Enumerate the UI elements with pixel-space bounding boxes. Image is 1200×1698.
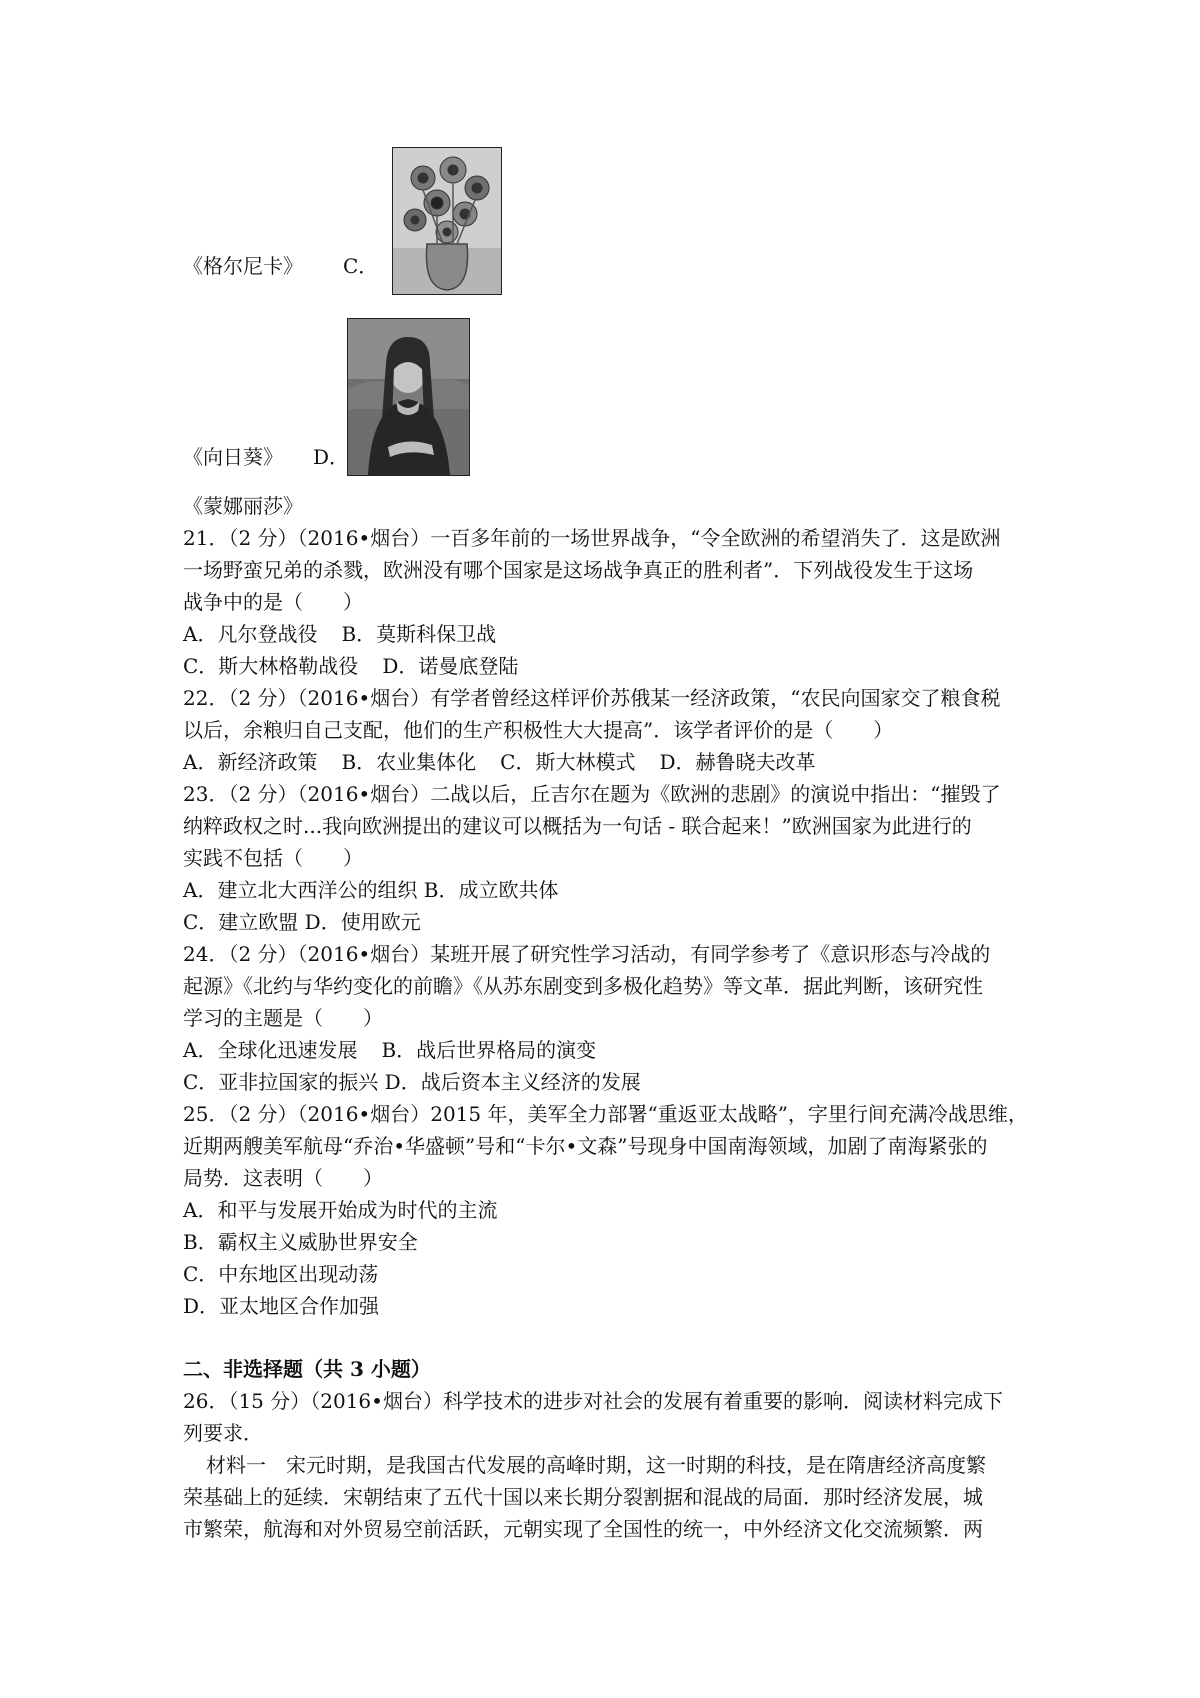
q24-options-ab [183, 1035, 596, 1065]
mona-lisa-painting-image [347, 318, 470, 476]
mona-lisa-illustration [348, 319, 469, 475]
q24-stem-line-3: 学习的主题是（ ） [183, 1006, 383, 1030]
mona-lisa-caption: 《蒙娜丽莎》 [183, 494, 303, 518]
q25-option-d: D．亚太地区合作加强 [183, 1294, 380, 1318]
option-d-label: D． [313, 445, 350, 469]
q21-option-c: C．斯大林格勒战役 [183, 654, 359, 678]
section-2-heading: 二、非选择题（共 3 小题） [183, 1357, 431, 1381]
q23-options-cd: C．建立欧盟 D．使用欧元 [183, 910, 421, 934]
sunflowers-caption: 《向日葵》 [183, 445, 283, 469]
q26-material-1-line-3: 市繁荣，航海和对外贸易空前活跃，元朝实现了全国性的统一，中外经济文化交流频繁．两 [183, 1517, 983, 1541]
q21-stem-line-1: 21．（2 分）（2016•烟台）一百多年前的一场世界战争，“令全欧洲的希望消失了．这是欧洲 [183, 526, 1001, 550]
q21-options-ab [183, 619, 496, 649]
q21-options-cd [183, 651, 518, 681]
q23-stem-line-2: 纳粹政权之时...我向欧洲提出的建议可以概括为一句话 - 联合起来！”欧洲国家为此进行的 [183, 814, 972, 838]
sunflowers-painting-image [392, 147, 502, 295]
q22-options [183, 747, 816, 777]
q21-stem-line-2: 一场野蛮兄弟的杀戮，欧洲没有哪个国家是这场战争真正的胜利者”．下列战役发生于这场 [183, 558, 974, 582]
q22-stem-line-2: 以后，余粮归自己支配，他们的生产积极性大大提高”．该学者评价的是（ ） [183, 718, 894, 742]
q24-options-cd: C．亚非拉国家的振兴 D．战后资本主义经济的发展 [183, 1070, 641, 1094]
q21-stem-line-3: 战争中的是（ ） [183, 590, 363, 614]
q22-option-a: A．新经济政策 [183, 750, 318, 774]
q21-option-d: D．诺曼底登陆 [382, 654, 519, 678]
q25-option-a: A．和平与发展开始成为时代的主流 [183, 1198, 498, 1222]
q26-stem-line-1: 26．（15 分）（2016•烟台）科学技术的进步对社会的发展有着重要的影响．阅读材料完成下 [183, 1389, 1003, 1413]
q23-stem-line-1: 23．（2 分）（2016•烟台）二战以后，丘吉尔在题为《欧洲的悲剧》的演说中指出：“摧毁了 [183, 782, 1001, 806]
q26-material-1-line-1: 材料一 宋元时期，是我国古代发展的高峰时期，这一时期的科技，是在隋唐经济高度繁 [206, 1453, 986, 1477]
q24-option-a: A．全球化迅速发展 [183, 1038, 358, 1062]
q25-option-c: C．中东地区出现动荡 [183, 1262, 379, 1286]
q23-stem-line-3: 实践不包括（ ） [183, 846, 363, 870]
q23-options-ab: A．建立北大西洋公的组织 B．成立欧共体 [183, 878, 559, 902]
q26-stem-line-2: 列要求． [183, 1421, 263, 1445]
sunflowers-illustration [393, 148, 501, 294]
q25-stem-line-2: 近期两艘美军航母“乔治•华盛顿”号和“卡尔•文森”号现身中国南海领域，加剧了南海紧张的 [183, 1134, 988, 1158]
image-row-1 [183, 251, 378, 281]
q26-material-1-line-2: 荣基础上的延续．宋朝结束了五代十国以来长期分裂割据和混战的局面．那时经济发展，城 [183, 1485, 983, 1509]
q22-option-d: D．赫鲁晓夫改革 [659, 750, 816, 774]
q22-option-b: B．农业集体化 [341, 750, 477, 774]
q21-option-a: A．凡尔登战役 [183, 622, 318, 646]
q24-stem-line-1: 24．（2 分）（2016•烟台）某班开展了研究性学习活动，有同学参考了《意识形态与冷战的 [183, 942, 991, 966]
q24-option-b: B．战后世界格局的演变 [381, 1038, 597, 1062]
q22-option-c: C．斯大林模式 [500, 750, 636, 774]
guernica-caption: 《格尔尼卡》 [183, 254, 303, 278]
q24-stem-line-2: 起源》《北约与华约变化的前瞻》《从苏东剧变到多极化趋势》等文革．据此判断，该研究性 [183, 974, 983, 998]
q22-stem-line-1: 22．（2 分）（2016•烟台）有学者曾经这样评价苏俄某一经济政策，“农民向国家交了粮食税 [183, 686, 1001, 710]
q25-option-b: B．霸权主义威胁世界安全 [183, 1230, 418, 1254]
q25-stem-line-3: 局势．这表明（ ） [183, 1166, 383, 1190]
q25-stem-line-1: 25．（2 分）（2016•烟台）2015 年，美军全力部署“重返亚太战略”，字里行间充满冷战思维， [183, 1102, 1028, 1126]
option-c-label: C． [343, 254, 379, 278]
image-row-2 [183, 442, 349, 472]
q21-option-b: B．莫斯科保卫战 [341, 622, 497, 646]
